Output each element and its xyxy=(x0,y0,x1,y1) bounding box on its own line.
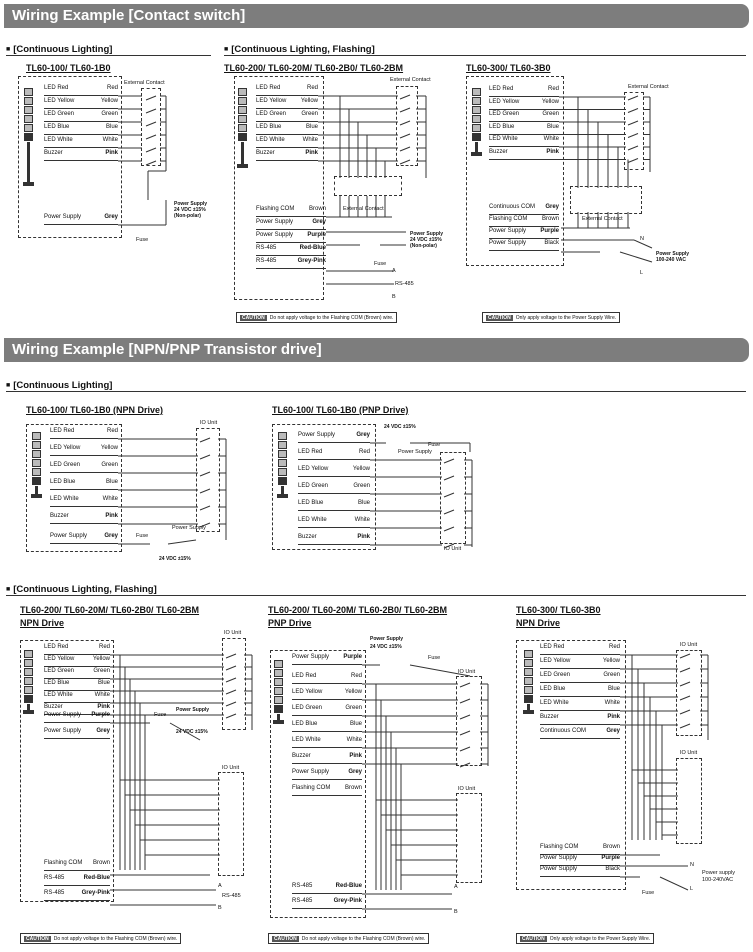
wire-row-label: Power Supply xyxy=(44,712,82,718)
wire-color-label: White xyxy=(604,700,620,706)
wire-color-label: Yellow xyxy=(300,98,318,104)
wire-color-label: Yellow xyxy=(541,98,559,105)
terminal-b: B xyxy=(392,294,396,300)
wire-color-label: White xyxy=(354,517,370,523)
wire-color-label: Blue xyxy=(305,124,318,130)
io-unit-label: IO Unit xyxy=(224,630,242,636)
model-subtitle: NPN Drive xyxy=(516,618,561,628)
wire-row-label: Buzzer xyxy=(44,704,63,710)
wire-color-label: Pink xyxy=(357,534,370,540)
wire-color-label: Green xyxy=(101,111,118,117)
wire-color-label: White xyxy=(543,136,559,142)
wire-row-label: LED Red xyxy=(540,644,565,650)
wire-color-label: Pink xyxy=(349,753,362,759)
wire-row-label: LED Blue xyxy=(256,124,282,130)
wire-color-label: Blue xyxy=(105,479,118,485)
wire-color-label: Brown xyxy=(344,785,362,791)
model-title: TL60-300/ TL60-3B0 xyxy=(516,605,601,615)
wire-color-label: Yellow xyxy=(100,445,118,451)
banner-contact-switch: Wiring Example [Contact switch] xyxy=(4,4,749,28)
wire-row-label: Flashing COM xyxy=(540,844,579,850)
wire-color-label: Grey xyxy=(545,204,559,210)
wire-color-label: Pink xyxy=(607,714,620,720)
model-title: TL60-200/ TL60-20M/ TL60-2B0/ TL60-2BM xyxy=(20,605,200,615)
wire-color-label: Grey xyxy=(96,728,110,734)
wire-row-label: Continuous COM xyxy=(489,204,536,210)
terminal-l: L xyxy=(640,270,644,276)
wire-row-label: LED Red xyxy=(489,86,514,92)
section-continuous-flashing: ■ [Continuous Lighting, Flashing] xyxy=(6,584,157,595)
model-title: TL60-200/ TL60-20M/ TL60-2B0/ TL60-2BM xyxy=(224,63,404,73)
wire-row-label: LED Green xyxy=(256,111,287,117)
wire-row-label: LED White xyxy=(292,737,321,743)
wire-row-label: Power Supply xyxy=(256,232,294,238)
wire-row-label: LED Yellow xyxy=(292,689,323,695)
wire-color-label: Brown xyxy=(541,216,559,222)
io-unit-label: IO Unit xyxy=(680,750,698,756)
wire-color-label: Grey xyxy=(606,728,620,734)
wire-row-label: LED White xyxy=(44,692,73,698)
wire-color-label: Yellow xyxy=(344,689,362,695)
terminal-a: A xyxy=(392,268,396,274)
wire-row-label: Power Supply xyxy=(489,240,527,246)
wire-row-label: Buzzer xyxy=(540,714,559,720)
terminal-a: A xyxy=(454,884,458,890)
wire-color-label: Green xyxy=(353,483,370,489)
wire-row-label: LED Yellow xyxy=(44,656,75,662)
power-supply-label: Power Supply xyxy=(398,449,432,455)
wire-row-label: LED Blue xyxy=(298,500,324,506)
terminal-n: N xyxy=(690,862,694,868)
fuse-label: Fuse xyxy=(428,442,441,448)
wire-row-label: LED White xyxy=(44,137,73,143)
terminal-l: L xyxy=(690,886,694,892)
wire-row-label: LED Blue xyxy=(292,721,318,727)
fuse-label: Fuse xyxy=(136,237,149,243)
wire-color-label: White xyxy=(346,737,362,743)
io-unit-label: IO Unit xyxy=(458,669,476,675)
wire-color-label: Red xyxy=(98,644,110,650)
fuse-label: Fuse xyxy=(374,261,387,267)
wire-color-label: Red xyxy=(106,428,118,434)
wire-color-label: Brown xyxy=(308,206,326,212)
terminal-n: N xyxy=(640,236,644,242)
wire-row-label: LED Yellow xyxy=(298,466,329,472)
wire-row-label: LED Green xyxy=(298,483,329,489)
fuse-label: Fuse xyxy=(154,712,167,718)
wire-row-label: Power Supply xyxy=(292,769,330,775)
wire-row-power: Power Supply Grey xyxy=(44,214,118,225)
wire-row-label: LED Yellow xyxy=(50,445,81,451)
model-title: TL60-100/ TL60-1B0 (PNP Drive) xyxy=(272,405,409,415)
wire-row-label: RS-485 xyxy=(292,898,313,904)
model-title: TL60-200/ TL60-20M/ TL60-2B0/ TL60-2BM xyxy=(268,605,448,615)
wire-row-label: RS-485 xyxy=(292,883,313,889)
wire-color-label: Red xyxy=(608,644,620,650)
wire-color-label: Blue xyxy=(546,123,559,130)
wire-color-label: Pink xyxy=(97,704,110,710)
wire-color-label: Grey-Pink xyxy=(81,890,110,896)
wire-row-label: Power Supply xyxy=(44,728,82,734)
wire-color-label: Pink xyxy=(105,513,118,519)
wire-row-label: LED Red xyxy=(50,428,75,434)
wire-color-label: Red xyxy=(358,449,370,455)
wire-color-label: Black xyxy=(605,866,620,872)
model-title: TL60-100/ TL60-1B0 (NPN Drive) xyxy=(26,405,164,415)
wire-color-label: Green xyxy=(345,705,362,711)
power-supply-label: Power Supply xyxy=(176,707,210,713)
wire-row-label: LED Green xyxy=(44,111,75,117)
wire-row-label: RS-485 xyxy=(44,875,65,881)
model-subtitle: PNP Drive xyxy=(268,618,312,628)
voltage-label: 24 VDC ±15% xyxy=(159,556,191,562)
power-supply-label: Power Supply 24 VDC ±15% (Non-polar) xyxy=(410,231,444,249)
wire-row-label: Power Supply xyxy=(256,219,294,225)
wire-color-label: Pink xyxy=(105,150,118,156)
wire-row-label: LED Red xyxy=(44,85,69,91)
io-unit-label: IO Unit xyxy=(444,546,462,552)
wire-color-label: Purple xyxy=(307,232,326,238)
caution-note: CAUTION Do not apply voltage to the Flashing COM (Brown) wire. xyxy=(20,933,181,944)
wire-row-label: LED Red xyxy=(298,449,323,455)
wire-color-label: Blue xyxy=(607,686,620,692)
wire-row-label: Continuous COM xyxy=(540,728,587,734)
wire-color-label: Green xyxy=(603,672,620,678)
model-subtitle: NPN Drive xyxy=(20,618,65,628)
wire-row-label: LED Green xyxy=(292,705,323,711)
wire-row-label: LED White xyxy=(540,700,569,706)
wire-color-label: Blue xyxy=(97,680,110,686)
wire-row-label: Buzzer xyxy=(50,513,69,519)
external-contact-label-lower: External Contact xyxy=(582,216,623,222)
external-contact-label: External Contact xyxy=(124,80,165,86)
wire-row-power: Power Supply Purple xyxy=(292,654,362,665)
wire-color-label: Red xyxy=(350,673,362,679)
wire-color-label: White xyxy=(102,496,118,502)
section-continuous-flashing: ■ [Continuous Lighting, Flashing] xyxy=(224,44,375,55)
wire-color-label: Red-Blue xyxy=(299,245,326,251)
voltage-label: 24 VDC ±15% xyxy=(384,424,416,430)
wire-color-label: Brown xyxy=(92,860,110,866)
power-supply-label: Power Supply xyxy=(370,636,404,642)
fuse-label: Fuse xyxy=(136,533,149,539)
wire-color-label: Red xyxy=(547,86,559,92)
terminal-b: B xyxy=(454,909,458,915)
external-contact-label: External Contact xyxy=(390,77,431,83)
power-supply-label: Power Supply 100-240 VAC xyxy=(656,251,690,263)
wire-color-label: Grey-Pink xyxy=(297,258,326,264)
wire-row-label: LED Green xyxy=(540,672,571,678)
caution-note: CAUTION Do not apply voltage to the Flashing COM (Brown) wire. xyxy=(268,933,429,944)
wire-row-label: RS-485 xyxy=(256,258,277,264)
wire-row-label: LED Green xyxy=(44,668,75,674)
wire-color-label: Green xyxy=(542,111,559,117)
wire-row-label: RS-485 xyxy=(256,245,277,251)
io-unit-label: IO Unit xyxy=(458,786,476,792)
wire-row-label: Power Supply xyxy=(540,855,578,861)
wire-row-label: LED Blue xyxy=(44,680,70,686)
wire-color-label: White xyxy=(302,137,318,143)
caution-note: CAUTION Do not apply voltage to the Flashing COM (Brown) wire. xyxy=(236,312,397,323)
wire-color-label: Purple xyxy=(540,228,559,234)
external-contact-label-lower: External Contact xyxy=(343,206,384,212)
io-unit-label: IO Unit xyxy=(222,765,240,771)
wire-color-label: Yellow xyxy=(92,656,110,662)
model-title: TL60-100/ TL60-1B0 xyxy=(26,63,111,73)
wire-row-label: RS-485 xyxy=(44,890,65,896)
wire-row-label: LED White xyxy=(298,517,327,523)
wire-row-label: Flashing COM xyxy=(44,860,83,866)
wire-row-label: LED Yellow xyxy=(540,658,571,664)
wire-row-label: LED Blue xyxy=(540,686,566,692)
voltage-label: 24 VDC ±15% xyxy=(370,644,402,650)
caution-note: CAUTION Only apply voltage to the Power Supply Wire. xyxy=(516,933,654,944)
io-unit-label: IO Unit xyxy=(680,642,698,648)
wire-row-label: Flashing COM xyxy=(256,206,295,212)
wire-color-label: Blue xyxy=(357,500,370,506)
wire-row-label: LED White xyxy=(256,137,285,143)
wire-row-label: Buzzer xyxy=(489,148,508,155)
wire-color-label: Blue xyxy=(105,124,118,130)
wire-color-label: Purple xyxy=(91,712,110,718)
wire-color-label: Green xyxy=(101,462,118,468)
wire-color-label: Blue xyxy=(349,721,362,727)
wire-row-label: LED Blue xyxy=(44,124,70,130)
wire-color-label: Pink xyxy=(546,148,559,155)
banner-transistor-drive: Wiring Example [NPN/PNP Transistor drive] xyxy=(4,338,749,362)
wire-color-label: Grey xyxy=(312,219,326,225)
wire-row-label: Flashing COM xyxy=(292,785,331,791)
wire-row-power: Power Supply Grey xyxy=(50,533,118,544)
wire-row-label: LED Yellow xyxy=(256,98,287,104)
wire-color-label: Red-Blue xyxy=(83,875,110,881)
wire-color-label: Grey xyxy=(348,769,362,775)
wire-color-label: Yellow xyxy=(100,98,118,104)
wire-row-label: LED Red xyxy=(292,673,317,679)
wire-color-label: Purple xyxy=(601,855,620,861)
wire-row-label: Power Supply xyxy=(489,228,527,234)
wire-row-label: LED Yellow xyxy=(489,98,520,105)
io-unit-label: IO Unit xyxy=(200,420,218,426)
wire-row-label: Buzzer xyxy=(256,150,275,156)
wire-color-label: Brown xyxy=(602,844,620,850)
wire-row-label: LED Red xyxy=(256,85,281,91)
section-continuous-lighting: ■ [Continuous Lighting] xyxy=(6,380,112,391)
wire-row-label: LED Blue xyxy=(489,123,515,130)
rs485-label: RS-485 xyxy=(395,281,414,287)
wire-row-power: Power Supply Grey xyxy=(298,432,370,443)
wire-color-label: Grey-Pink xyxy=(333,898,362,904)
rs485-label: RS-485 xyxy=(222,893,241,899)
wire-color-label: Green xyxy=(301,111,318,117)
wire-row-label: Power Supply xyxy=(540,866,578,872)
wire-row-label: Buzzer xyxy=(298,534,317,540)
wire-row-label: LED Green xyxy=(50,462,81,468)
wire-row-label: Buzzer xyxy=(292,753,311,759)
wire-color-label: Yellow xyxy=(352,466,370,472)
power-supply-label: Power supply 100-240VAC xyxy=(702,870,736,883)
voltage-label: 24 VDC ±15% xyxy=(176,729,208,735)
wire-row-label: LED Blue xyxy=(50,479,76,485)
wire-color-label: White xyxy=(94,692,110,698)
wire-color-label: Green xyxy=(93,668,110,674)
wire-color-label: Red xyxy=(106,85,118,91)
external-contact-label: External Contact xyxy=(628,84,669,90)
terminal-a: A xyxy=(218,883,222,889)
wire-row-label: LED Yellow xyxy=(44,98,75,104)
wire-color-label: Red-Blue xyxy=(335,883,362,889)
wire-color-label: Red xyxy=(306,85,318,91)
section-continuous-lighting: ■ [Continuous Lighting] xyxy=(6,44,112,55)
wire-color-label: Black xyxy=(544,240,559,246)
fuse-label: Fuse xyxy=(428,655,441,661)
wire-row-label: Buzzer xyxy=(44,150,63,156)
power-supply-label: Power Supply xyxy=(172,525,206,531)
terminal-b: B xyxy=(218,905,222,911)
wire-color-label: White xyxy=(102,137,118,143)
wire-color-label: Pink xyxy=(305,150,318,156)
wire-row-label: LED Green xyxy=(489,111,520,117)
wire-row-label: LED Red xyxy=(44,644,69,650)
wire-color-label: Yellow xyxy=(602,658,620,664)
fuse-label: Fuse xyxy=(642,890,655,896)
caution-note: CAUTION Only apply voltage to the Power Supply Wire. xyxy=(482,312,620,323)
wire-row-label: LED White xyxy=(50,496,79,502)
model-title: TL60-300/ TL60-3B0 xyxy=(466,63,551,73)
wire-row-label: LED White xyxy=(489,136,518,142)
power-supply-label: Power Supply 24 VDC ±15% (Non-polar) xyxy=(174,201,208,219)
wire-row-label: Flashing COM xyxy=(489,216,528,222)
